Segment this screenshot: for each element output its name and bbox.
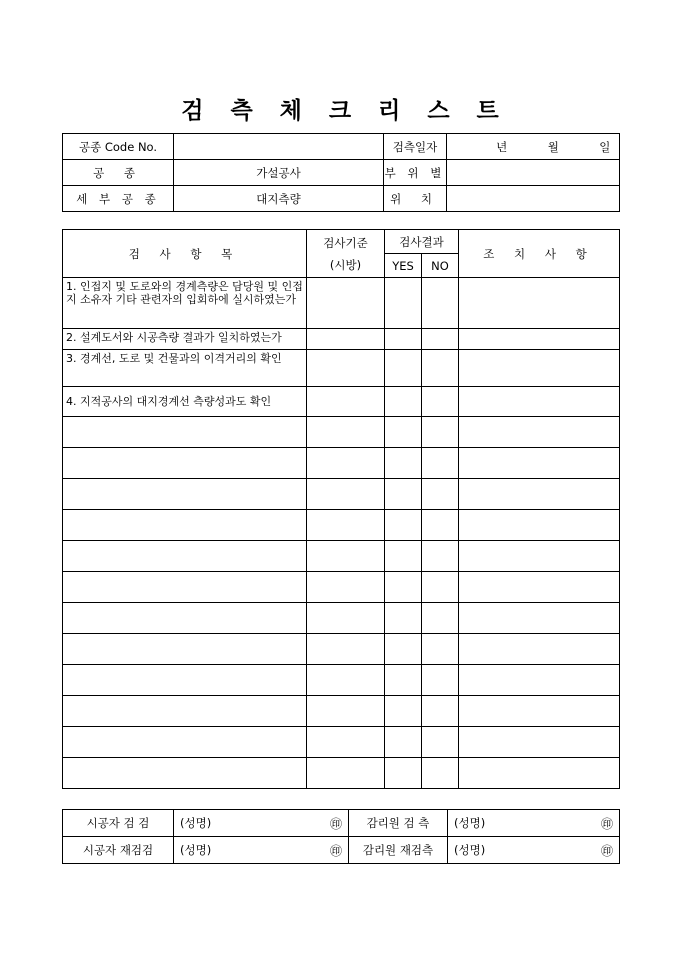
detail-type-value[interactable]: 대지측량	[174, 186, 384, 212]
no-cell[interactable]	[422, 448, 459, 479]
item-cell[interactable]	[63, 479, 307, 510]
item-cell[interactable]	[63, 727, 307, 758]
no-cell[interactable]	[422, 696, 459, 727]
yes-cell[interactable]	[385, 665, 422, 696]
yes-cell[interactable]	[385, 479, 422, 510]
no-cell[interactable]	[422, 479, 459, 510]
item-cell[interactable]	[63, 572, 307, 603]
standard-cell[interactable]	[307, 541, 385, 572]
table-row	[63, 603, 620, 634]
page-title: 검측체크리스트	[181, 97, 526, 124]
table-row	[63, 665, 620, 696]
signature-row	[63, 810, 620, 837]
action-cell[interactable]	[459, 479, 620, 510]
no-cell[interactable]	[422, 758, 459, 789]
table-row	[63, 479, 620, 510]
inspection-date-label: 검측일자	[384, 134, 447, 160]
date-year-label: 년	[496, 139, 508, 154]
standard-cell[interactable]	[307, 696, 385, 727]
action-cell[interactable]	[459, 696, 620, 727]
col-standard-sub: (시방)	[329, 257, 362, 272]
supervisor-inspection-signature[interactable]	[448, 810, 620, 837]
contractor-reinspection-label: 시공자 재검검	[63, 837, 174, 864]
item-cell[interactable]	[63, 665, 307, 696]
part-value[interactable]	[447, 160, 620, 186]
name-placeholder: (성명)	[180, 842, 212, 857]
item-cell[interactable]	[63, 603, 307, 634]
check-item: 4. 지적공사의 대지경계선 측량성과도 확인	[63, 387, 307, 417]
standard-cell[interactable]	[307, 448, 385, 479]
part-label: 부 위 별	[384, 160, 447, 186]
item-cell[interactable]	[63, 634, 307, 665]
action-cell[interactable]	[459, 541, 620, 572]
date-day-label: 일	[599, 139, 611, 154]
seal-icon: ㊞	[600, 816, 613, 831]
action-cell[interactable]	[459, 603, 620, 634]
standard-cell[interactable]	[307, 603, 385, 634]
action-cell[interactable]	[459, 417, 620, 448]
standard-cell[interactable]	[307, 479, 385, 510]
yes-cell[interactable]	[385, 541, 422, 572]
standard-cell[interactable]	[307, 387, 385, 417]
col-standard-header	[307, 230, 385, 278]
col-action-header: 조 치 사 항	[459, 230, 620, 278]
action-cell[interactable]	[459, 350, 620, 387]
header-row-detail	[63, 186, 620, 212]
supervisor-inspection-label: 감리원 검 측	[349, 810, 448, 837]
item-cell[interactable]	[63, 696, 307, 727]
col-no-header: NO	[422, 254, 459, 278]
no-cell[interactable]	[422, 510, 459, 541]
standard-cell[interactable]	[307, 572, 385, 603]
col-result-header: 검사결과	[385, 230, 459, 254]
check-item: 2. 설계도서와 시공측량 결과가 일치하였는가	[63, 329, 307, 350]
location-value[interactable]	[447, 186, 620, 212]
signature-table	[62, 809, 620, 864]
item-cell[interactable]	[63, 541, 307, 572]
yes-cell[interactable]	[385, 634, 422, 665]
standard-cell[interactable]	[307, 510, 385, 541]
name-placeholder: (성명)	[454, 842, 486, 857]
detail-type-label: 세 부 공 종	[63, 186, 174, 212]
check-item: 1. 인접지 및 도로와의 경계측량은 담당원 및 인접지 소유자 기타 관련자의 입회하에 실시하였는가	[63, 278, 307, 329]
yes-cell[interactable]	[385, 417, 422, 448]
yes-cell[interactable]	[385, 603, 422, 634]
action-cell[interactable]	[459, 278, 620, 329]
table-row	[63, 278, 620, 329]
check-item: 3. 경계선, 도로 및 건물과의 이격거리의 확인	[63, 350, 307, 387]
yes-cell[interactable]	[385, 278, 422, 329]
checklist-header-row	[63, 230, 620, 254]
no-cell[interactable]	[422, 665, 459, 696]
yes-cell[interactable]	[385, 572, 422, 603]
name-placeholder: (성명)	[180, 815, 212, 830]
action-cell[interactable]	[459, 665, 620, 696]
action-cell[interactable]	[459, 727, 620, 758]
col-standard-label: 검사기준	[323, 235, 368, 250]
contractor-inspection-label: 시공자 검 검	[63, 810, 174, 837]
table-row	[63, 510, 620, 541]
yes-cell[interactable]	[385, 387, 422, 417]
table-row	[63, 329, 620, 350]
action-cell[interactable]	[459, 329, 620, 350]
work-type-label: 공 종	[63, 160, 174, 186]
seal-icon: ㊞	[600, 843, 613, 858]
table-row	[63, 387, 620, 417]
table-row	[63, 727, 620, 758]
code-label: 공종 Code No.	[63, 134, 174, 160]
col-item-header: 검 사 항 목	[63, 230, 307, 278]
standard-cell[interactable]	[307, 758, 385, 789]
table-row	[63, 758, 620, 789]
standard-cell[interactable]	[307, 329, 385, 350]
table-row	[63, 350, 620, 387]
table-row	[63, 417, 620, 448]
item-cell[interactable]	[63, 758, 307, 789]
yes-cell[interactable]	[385, 350, 422, 387]
no-cell[interactable]	[422, 572, 459, 603]
yes-cell[interactable]	[385, 448, 422, 479]
standard-cell[interactable]	[307, 417, 385, 448]
inspection-date-value[interactable]	[447, 134, 620, 160]
date-month-label: 월	[547, 139, 559, 154]
standard-cell[interactable]	[307, 665, 385, 696]
standard-cell[interactable]	[307, 634, 385, 665]
yes-cell[interactable]	[385, 510, 422, 541]
table-row	[63, 448, 620, 479]
name-placeholder: (성명)	[454, 815, 486, 830]
work-type-value[interactable]: 가설공사	[174, 160, 384, 186]
item-cell[interactable]	[63, 510, 307, 541]
no-cell[interactable]	[422, 278, 459, 329]
supervisor-reinspection-signature[interactable]	[448, 837, 620, 864]
seal-icon: ㊞	[329, 843, 342, 858]
table-row	[63, 696, 620, 727]
header-table	[62, 133, 620, 212]
col-yes-header: YES	[385, 254, 422, 278]
action-cell[interactable]	[459, 634, 620, 665]
yes-cell[interactable]	[385, 727, 422, 758]
signature-row	[63, 837, 620, 864]
item-cell[interactable]	[63, 448, 307, 479]
table-row	[63, 572, 620, 603]
item-cell[interactable]	[63, 417, 307, 448]
yes-cell[interactable]	[385, 696, 422, 727]
yes-cell[interactable]	[385, 758, 422, 789]
action-cell[interactable]	[459, 387, 620, 417]
action-cell[interactable]	[459, 572, 620, 603]
no-cell[interactable]	[422, 603, 459, 634]
no-cell[interactable]	[422, 634, 459, 665]
no-cell[interactable]	[422, 417, 459, 448]
standard-cell[interactable]	[307, 278, 385, 329]
no-cell[interactable]	[422, 387, 459, 417]
no-cell[interactable]	[422, 329, 459, 350]
standard-cell[interactable]	[307, 350, 385, 387]
seal-icon: ㊞	[329, 816, 342, 831]
header-row-work-type	[63, 160, 620, 186]
location-label: 위 치	[384, 186, 447, 212]
action-cell[interactable]	[459, 758, 620, 789]
yes-cell[interactable]	[385, 329, 422, 350]
action-cell[interactable]	[459, 510, 620, 541]
no-cell[interactable]	[422, 727, 459, 758]
table-row	[63, 541, 620, 572]
header-row-code	[63, 134, 620, 160]
supervisor-reinspection-label: 감리원 재검측	[349, 837, 448, 864]
checklist-table	[62, 229, 620, 789]
no-cell[interactable]	[422, 541, 459, 572]
contractor-reinspection-signature[interactable]	[174, 837, 349, 864]
standard-cell[interactable]	[307, 727, 385, 758]
no-cell[interactable]	[422, 350, 459, 387]
action-cell[interactable]	[459, 448, 620, 479]
code-value[interactable]	[174, 134, 384, 160]
contractor-inspection-signature[interactable]	[174, 810, 349, 837]
table-row	[63, 634, 620, 665]
